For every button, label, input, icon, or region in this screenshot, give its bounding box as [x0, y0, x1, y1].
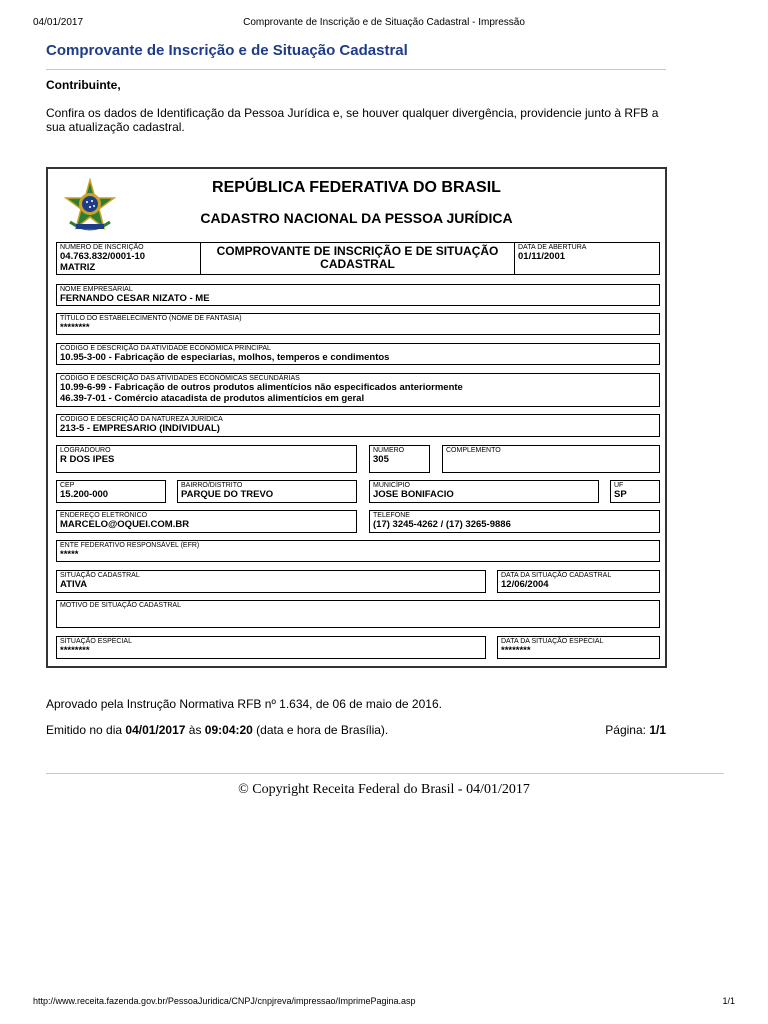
print-title: Comprovante de Inscrição e de Situação Cadastral - Impressão: [243, 17, 525, 28]
secondary-activities-box: [56, 373, 660, 407]
cep-box: [56, 480, 166, 503]
cep: 15.200-000: [60, 489, 109, 500]
divider: [46, 69, 666, 70]
city: JOSE BONIFACIO: [373, 489, 454, 500]
field-label: BAIRRO/DISTRITO: [181, 482, 243, 489]
page-value: 1/1: [649, 723, 666, 737]
street: R DOS IPES: [60, 454, 115, 465]
field-label: DATA DE ABERTURA: [518, 244, 587, 251]
field-label: TELEFONE: [373, 512, 410, 519]
field-label: CÓDIGO E DESCRIÇÃO DAS ATIVIDADES ECONÔMICAS SECUNDÁRIAS: [60, 375, 300, 382]
field-label: LOGRADOURO: [60, 447, 111, 454]
phone-box: [369, 510, 660, 533]
approval-note: Aprovado pela Instrução Normativa RFB nº 1.634, de 06 de maio de 2016.: [46, 697, 442, 711]
special-status: ********: [60, 645, 90, 656]
intro-text: Confira os dados de Identificação da Pessoa Jurídica e, se houver qualquer divergência, providencie junto à RFB a sua atualização cadastral.: [46, 106, 659, 134]
inscription-type: MATRIZ: [60, 262, 96, 273]
field-label: NÚMERO DE INSCRIÇÃO: [60, 244, 144, 251]
address-number: 305: [373, 454, 389, 465]
inscription-box: [56, 242, 201, 275]
business-name: FERNANDO CESAR NIZATO - ME: [60, 293, 210, 304]
field-label: SITUAÇÃO ESPECIAL: [60, 638, 132, 645]
greeting: Contribuinte,: [46, 78, 121, 92]
issued-line: [46, 723, 388, 737]
page-title: Comprovante de Inscrição e de Situação Cadastral: [46, 42, 408, 59]
field-label: MUNICÍPIO: [373, 482, 410, 489]
print-page: 1/1: [722, 996, 735, 1006]
field-label: TÍTULO DO ESTABELECIMENTO (NOME DE FANTASIA): [60, 315, 242, 322]
field-label: UF: [614, 482, 624, 489]
street-box: [56, 445, 357, 473]
print-date: 04/01/2017: [33, 17, 84, 28]
opening-date: 01/11/2001: [518, 251, 566, 262]
status: ATIVA: [60, 579, 88, 590]
field-label: COMPLEMENTO: [446, 447, 501, 454]
inscription-number: 04.763.832/0001-10: [60, 251, 146, 262]
status-date: 12/06/2004: [501, 579, 549, 590]
issued-date: 04/01/2017: [125, 723, 186, 737]
field-label: ENDEREÇO ELETRÔNICO: [60, 512, 148, 519]
document-title: COMPROVANTE DE INSCRIÇÃO E DE SITUAÇÃO CADASTRAL: [216, 244, 499, 271]
copyright: © Copyright Receita Federal do Brasil - 04/01/2017: [238, 782, 530, 797]
legal-nature: 213-5 - EMPRESARIO (INDIVIDUAL): [60, 423, 220, 434]
page-label: Página:: [605, 723, 650, 737]
print-url[interactable]: http://www.receita.fazenda.gov.br/PessoaJuridica/CNPJ/cnpjreva/impressao/ImprimePagina.asp: [33, 996, 416, 1006]
secondary-activity: 10.99-6-99 - Fabricação de outros produtos alimentícios não especificados anteriormente: [60, 382, 463, 393]
divider: [46, 773, 724, 774]
field-label: CÓDIGO E DESCRIÇÃO DA NATUREZA JURÍDICA: [60, 416, 223, 423]
registry-title: CADASTRO NACIONAL DA PESSOA JURÍDICA: [200, 210, 513, 226]
main-activity-box: [56, 343, 660, 365]
field-label: NÚMERO: [373, 447, 405, 454]
field-label: MOTIVO DE SITUAÇÃO CADASTRAL: [60, 602, 181, 609]
business-name-box: [56, 284, 660, 306]
trade-name: ********: [60, 322, 90, 333]
district: PARQUE DO TREVO: [181, 489, 274, 500]
field-label: DATA DA SITUAÇÃO CADASTRAL: [501, 572, 612, 579]
district-box: [177, 480, 357, 503]
document-title-box: [200, 242, 515, 275]
issued-time: 09:04:20: [204, 723, 253, 737]
opening-date-box: [514, 242, 660, 275]
field-label: CEP: [60, 482, 75, 489]
issued-mid: às: [185, 723, 205, 737]
email: MARCELO@OQUEI.COM.BR: [60, 519, 190, 530]
phone: (17) 3245-4262 / (17) 3265-9886: [373, 519, 511, 530]
status-box: [56, 570, 486, 593]
field-label: ENTE FEDERATIVO RESPONSÁVEL (EFR): [60, 542, 200, 549]
number-box: [369, 445, 430, 473]
republic-title: REPÚBLICA FEDERATIVA DO BRASIL: [212, 179, 501, 196]
special-status-date: ********: [501, 645, 531, 656]
complement-box: [442, 445, 660, 473]
efr-box: [56, 540, 660, 562]
special-status-box: [56, 636, 486, 659]
city-box: [369, 480, 599, 503]
email-box: [56, 510, 357, 533]
uf: SP: [614, 489, 627, 500]
field-label: DATA DA SITUAÇÃO ESPECIAL: [501, 638, 604, 645]
issued-suffix: (data e hora de Brasília).: [252, 723, 389, 737]
field-label: NOME EMPRESARIAL: [60, 286, 133, 293]
status-reason-box: [56, 600, 660, 628]
main-activity: 10.95-3-00 - Fabricação de especiarias, molhos, temperos e condimentos: [60, 352, 390, 363]
uf-box: [610, 480, 660, 503]
status-date-box: [497, 570, 660, 593]
page-indicator: [605, 723, 666, 737]
trade-name-box: [56, 313, 660, 335]
secondary-activity: 46.39-7-01 - Comércio atacadista de produtos alimentícios em geral: [60, 393, 365, 404]
issued-prefix: Emitido no dia: [46, 723, 126, 737]
field-label: CÓDIGO E DESCRIÇÃO DA ATIVIDADE ECONÔMICA PRINCIPAL: [60, 345, 271, 352]
field-label: SITUAÇÃO CADASTRAL: [60, 572, 140, 579]
special-status-date-box: [497, 636, 660, 659]
legal-nature-box: [56, 414, 660, 437]
efr: *****: [60, 549, 79, 560]
